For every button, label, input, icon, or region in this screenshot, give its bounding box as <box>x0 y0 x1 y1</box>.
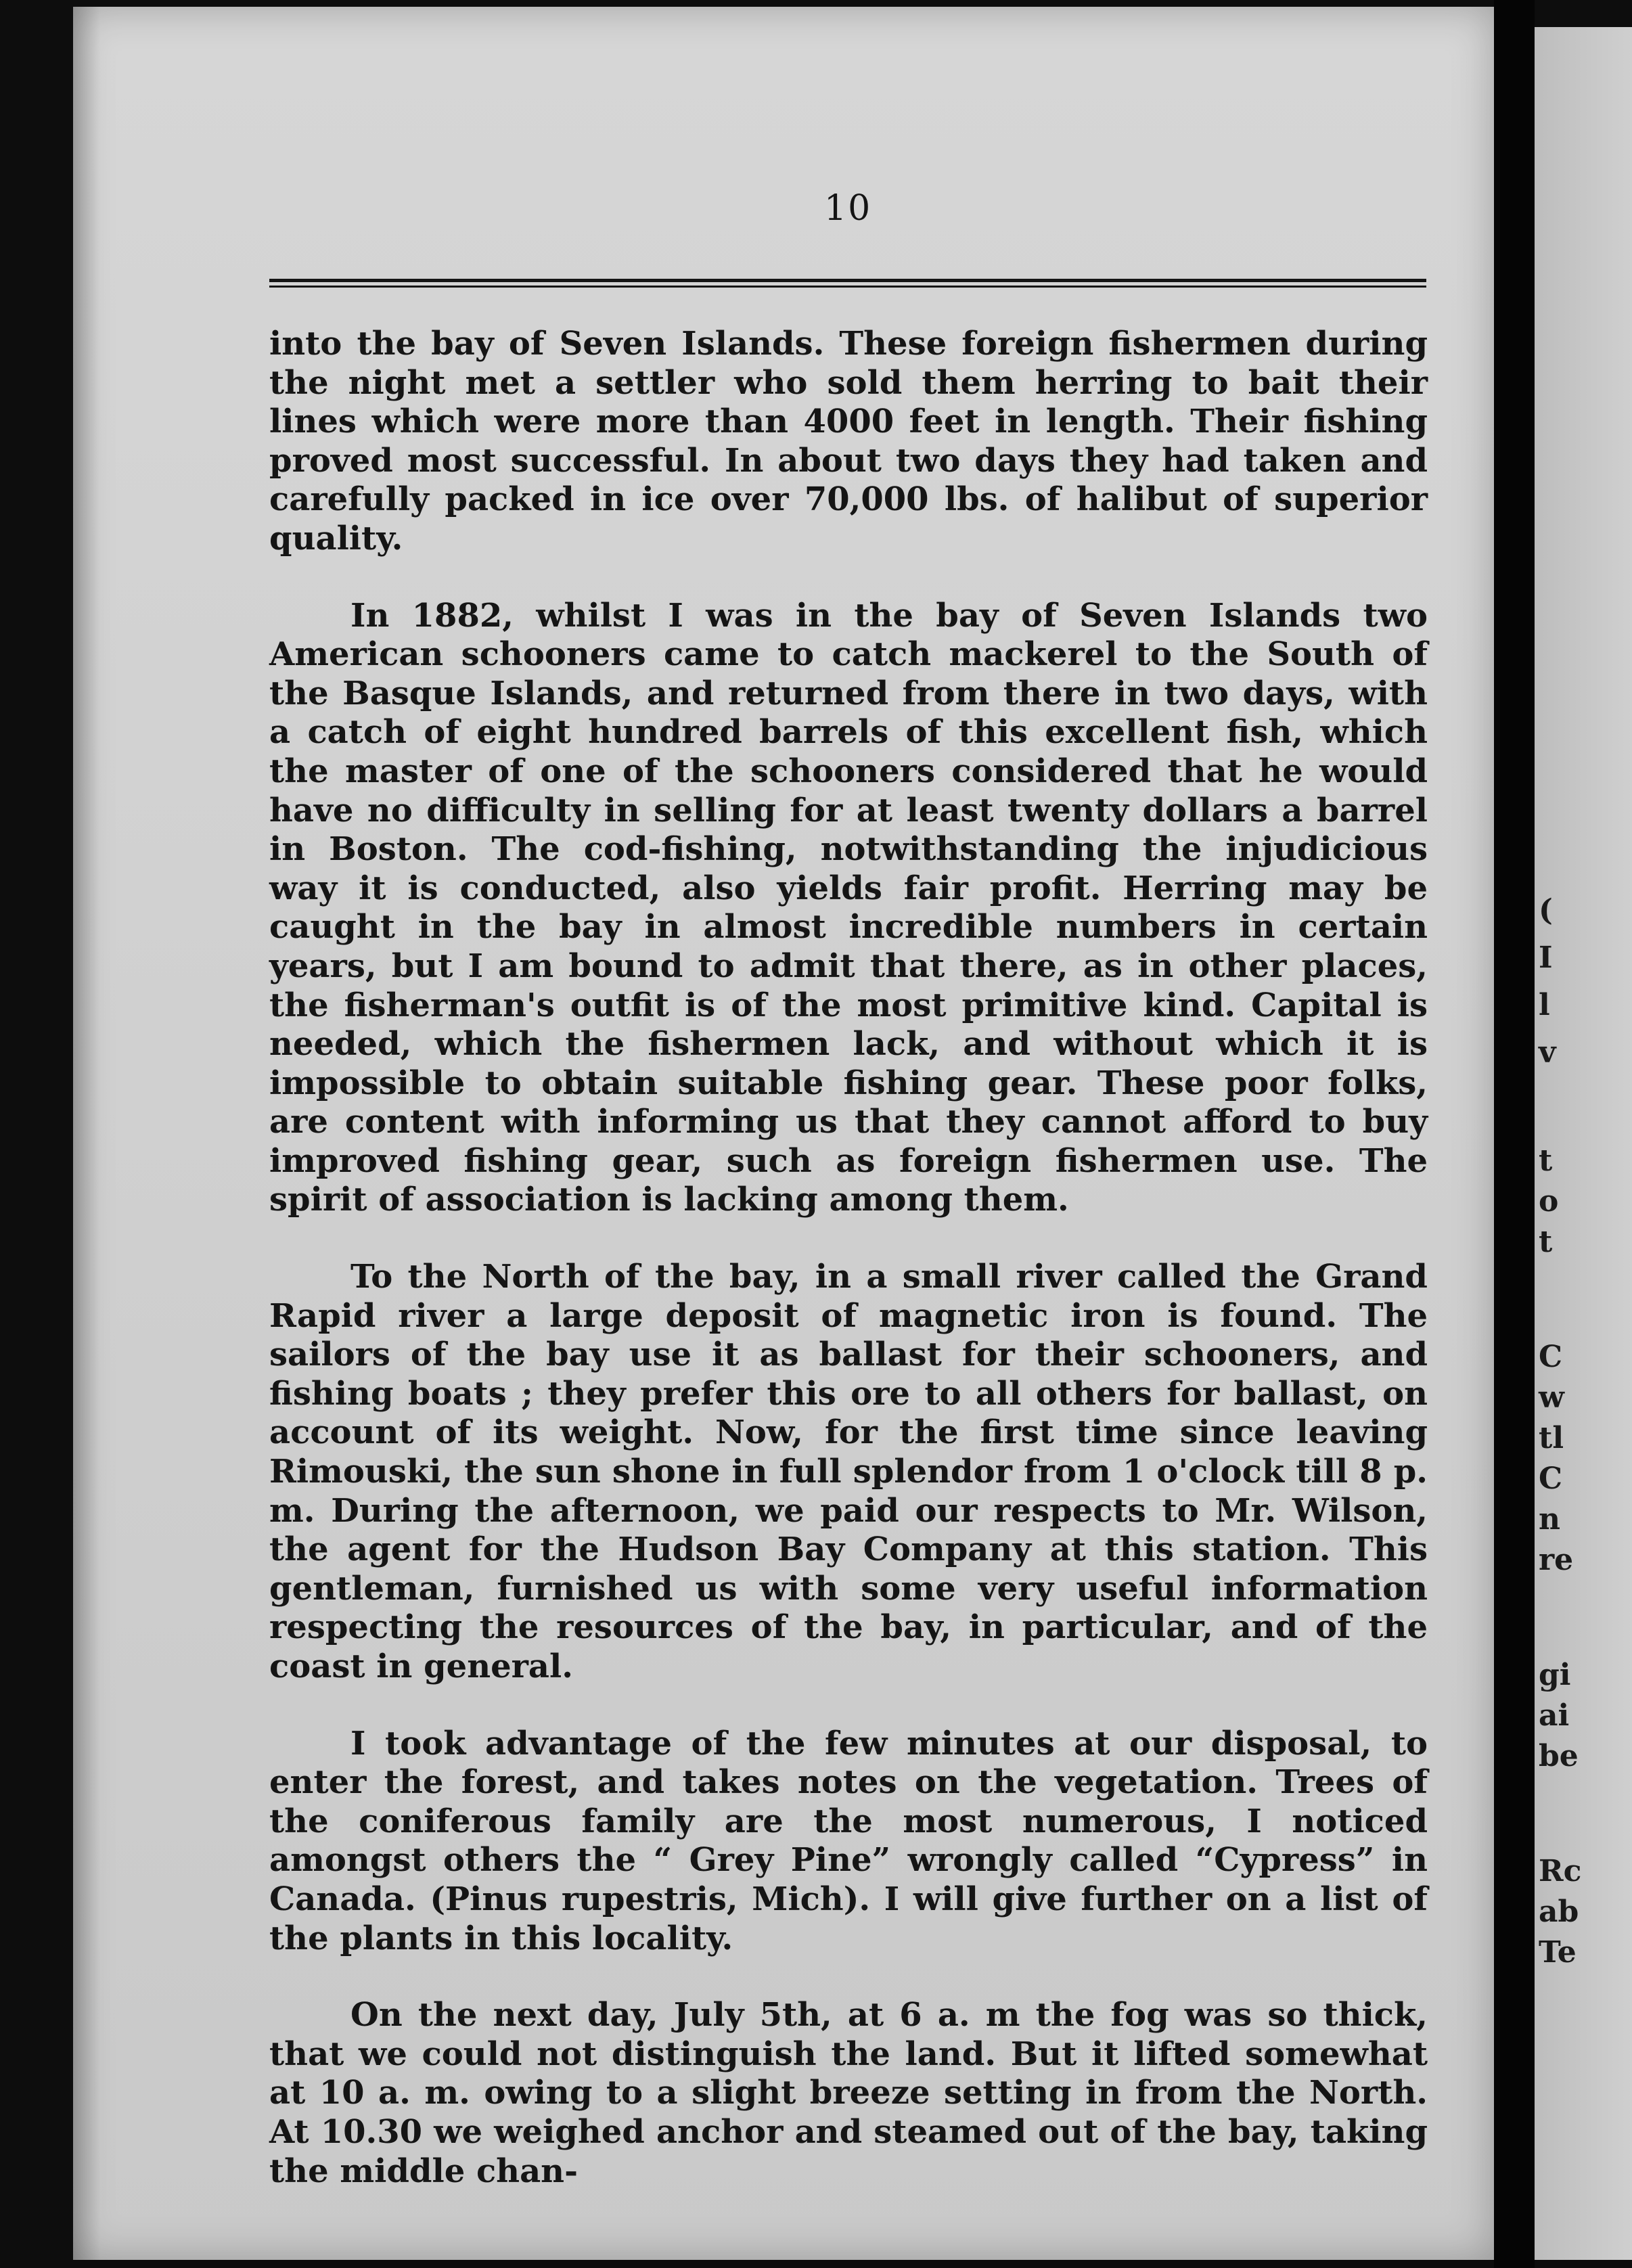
paragraph-2: In 1882, whilst I was in the bay of Seven Islands two American schooners came to catch mackerel to the South of the Basque Islands, and returned from there in two days, with a catch of eight hundred barrels of this excellent fish, which the master of one of the schooners considered that he would have no difficulty in selling for at least twenty dollars a barrel in Boston. The cod-fishing, notwithstanding the injudicious way it is conducted, also yields fair profit. Herring may be caught in the bay in almost incredible numbers in certain years, but I am bound to admit that there, as in other places, the fisherman's outfit is of the most primitive kind. Capital is needed, which the fishermen lack, and without which it is impossible to obtain suitable fishing gear. These poor folks, are content with informing us that they cannot afford to buy improved fishing gear, such as foreign fishermen use. The spirit of association is lacking among them. <box>269 596 1428 1219</box>
adjacent-fragment: be <box>1539 1739 1579 1773</box>
adjacent-fragment: l <box>1539 988 1550 1022</box>
adjacent-fragment: ai <box>1539 1698 1570 1733</box>
adjacent-fragment: I <box>1539 940 1553 975</box>
paragraph-3: To the North of the bay, in a small river called the Grand Rapid river a large deposit of magnetic iron is found. The sailors of the bay use it as ballast for their schooners, and fishing boats ; they prefer this ore to all others for ballast, on account of its weight. Now, for the first time since leaving Rimouski, the sun shone in full splendor from 1 o'clock till 8 p. m. During the afternoon, we paid our respects to Mr. Wilson, the agent for the Hudson Bay Company at this station. This gentleman, furnished us with some very useful information respecting the resources of the bay, in particular, and of the coast in general. <box>269 1258 1428 1685</box>
paragraph-5: On the next day, July 5th, at 6 a. m the fog was so thick, that we could not distinguish the land. But it lifted somewhat at 10 a. m. owing to a slight breeze setting in from the North. At 10.30 we weighed anchor and steamed out of the bay, taking the middle chan- <box>269 1996 1428 2190</box>
paragraph-1: into the bay of Seven Islands. These foreign fishermen during the night met a settler who sold them herring to bait their lines which were more than 4000 feet in length. Their fishing proved most successful. In about two days they had taken and carefully packed in ice over 70,000 lbs. of halibut of superior quality. <box>269 325 1428 558</box>
adjacent-fragment: re <box>1539 1543 1574 1577</box>
header-rule-thin <box>269 286 1426 288</box>
adjacent-page-edge <box>1535 27 1632 2260</box>
adjacent-fragment: gi <box>1539 1658 1571 1692</box>
adjacent-fragment: w <box>1539 1380 1564 1415</box>
adjacent-fragment: Rc <box>1539 1854 1582 1888</box>
adjacent-fragment: C <box>1539 1461 1563 1496</box>
adjacent-fragment: t <box>1539 1143 1553 1178</box>
paragraph-4: I took advantage of the few minutes at our disposal, to enter the forest, and takes notes on the vegetation. Trees of the coniferous family are the most numerous, I noticed amongst others the “ Grey Pine” wrongly called “Cypress” in Canada. (Pinus rupestris, Mich). I will give further on a list of the plants in this locality. <box>269 1724 1428 1957</box>
adjacent-fragment: C <box>1539 1340 1563 1374</box>
adjacent-fragment: tl <box>1539 1421 1564 1455</box>
adjacent-fragment: n <box>1539 1502 1560 1537</box>
adjacent-fragment: Te <box>1539 1935 1577 1970</box>
book-gutter <box>1494 0 1535 2268</box>
book-page <box>73 7 1494 2260</box>
adjacent-fragment: ( <box>1539 893 1553 928</box>
adjacent-fragment: t <box>1539 1225 1553 1259</box>
header-rule <box>269 279 1426 282</box>
adjacent-fragment: o <box>1539 1184 1559 1219</box>
adjacent-fragment: ab <box>1539 1895 1579 1929</box>
page-number: 10 <box>824 188 872 229</box>
adjacent-fragment: v <box>1539 1035 1556 1070</box>
body-text <box>269 325 1428 2191</box>
